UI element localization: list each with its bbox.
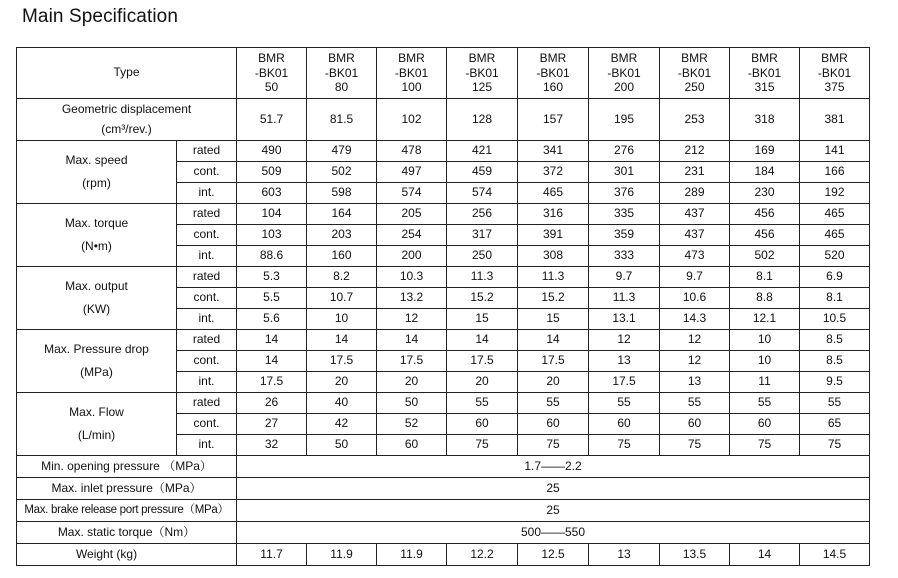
value-cell: 17.5	[589, 372, 660, 393]
value-cell: 20	[307, 372, 377, 393]
value-cell: 11.3	[518, 267, 589, 288]
value-cell: 11.3	[447, 267, 518, 288]
value-cell: 14	[377, 330, 447, 351]
value-cell: 20	[377, 372, 447, 393]
value-cell: 13.1	[589, 309, 660, 330]
sub-label: int.	[177, 435, 237, 456]
label-line: (N•m)	[81, 239, 112, 253]
value-cell: 157	[518, 99, 589, 141]
sub-label: cont.	[177, 288, 237, 309]
sub-label: rated	[177, 141, 237, 162]
geometric-displacement-label	[17, 99, 237, 141]
label-line: Max. Pressure drop	[44, 342, 149, 357]
label-line: Geometric displacement	[61, 102, 192, 117]
value-cell: 5.3	[237, 267, 307, 288]
value-cell: 9.7	[660, 267, 730, 288]
value-cell: 75	[800, 435, 870, 456]
label-line: Max. Flow	[69, 405, 124, 420]
value-cell: 598	[307, 183, 377, 204]
value-cell: 459	[447, 162, 518, 183]
type-label: Type	[17, 48, 237, 99]
spec-row	[17, 330, 870, 351]
page-title: Main Specification	[22, 6, 178, 27]
sub-label: rated	[177, 267, 237, 288]
group-label	[17, 267, 177, 330]
value-cell: 60	[518, 414, 589, 435]
value-cell: 11	[730, 372, 800, 393]
value-cell: 10.6	[660, 288, 730, 309]
value-cell: 60	[660, 414, 730, 435]
model-name-line: 160	[543, 80, 564, 95]
value-cell: 55	[518, 393, 589, 414]
value-cell: 8.1	[800, 288, 870, 309]
value-cell: 192	[800, 183, 870, 204]
value-cell: 17.5	[518, 351, 589, 372]
sub-label: cont.	[177, 225, 237, 246]
value-cell: 391	[518, 225, 589, 246]
value-cell: 55	[660, 393, 730, 414]
value-cell: 75	[518, 435, 589, 456]
value-cell: 465	[800, 225, 870, 246]
value-cell: 13	[660, 372, 730, 393]
label-line: Max. speed	[65, 153, 128, 168]
value-cell: 12	[589, 330, 660, 351]
spec-row	[17, 141, 870, 162]
value-cell: 51.7	[237, 99, 307, 141]
value-cell: 11.3	[589, 288, 660, 309]
value-cell: 60	[377, 435, 447, 456]
value-cell: 212	[660, 141, 730, 162]
value-cell: 15	[518, 309, 589, 330]
value-cell: 141	[800, 141, 870, 162]
model-name-line: 315	[754, 80, 775, 95]
model-name-line: 375	[824, 80, 845, 95]
value-cell: 456	[730, 225, 800, 246]
value-cell: 497	[377, 162, 447, 183]
model-name-line: 80	[334, 80, 349, 95]
value-cell: 12.5	[518, 544, 589, 566]
value-cell: 200	[377, 246, 447, 267]
value-cell: 128	[447, 99, 518, 141]
model-name-line: -BK01	[747, 65, 782, 80]
value-cell: 11.9	[307, 544, 377, 566]
value-cell: 75	[589, 435, 660, 456]
value-cell: 301	[589, 162, 660, 183]
model-name-line: BMR	[468, 51, 496, 66]
value-cell: 5.6	[237, 309, 307, 330]
value-cell: 256	[447, 204, 518, 225]
value-cell: 40	[307, 393, 377, 414]
value-cell: 376	[589, 183, 660, 204]
group-label	[17, 393, 177, 456]
row-value: 1.7——2.2	[237, 456, 870, 478]
model-cell	[518, 48, 589, 99]
value-cell: 308	[518, 246, 589, 267]
value-cell: 509	[237, 162, 307, 183]
model-cell	[589, 48, 660, 99]
value-cell: 12	[660, 351, 730, 372]
value-cell: 478	[377, 141, 447, 162]
value-cell: 20	[518, 372, 589, 393]
value-cell: 230	[730, 183, 800, 204]
value-cell: 17.5	[237, 372, 307, 393]
model-name-line: 125	[472, 80, 493, 95]
label-line: (L/min)	[77, 428, 116, 442]
model-name-line: -BK01	[817, 65, 852, 80]
weight-row	[17, 544, 870, 566]
value-cell: 465	[518, 183, 589, 204]
value-cell: 32	[237, 435, 307, 456]
model-name-line: BMR	[610, 51, 638, 66]
single-value-row	[17, 500, 870, 522]
value-cell: 13	[589, 351, 660, 372]
group-label	[17, 204, 177, 267]
sub-label: int.	[177, 309, 237, 330]
value-cell: 15.2	[447, 288, 518, 309]
value-cell: 166	[800, 162, 870, 183]
value-cell: 8.8	[730, 288, 800, 309]
value-cell: 15	[447, 309, 518, 330]
value-cell: 14	[730, 544, 800, 566]
model-name-line: -BK01	[324, 65, 359, 80]
model-name-line: BMR	[821, 51, 848, 66]
value-cell: 60	[730, 414, 800, 435]
value-cell: 26	[237, 393, 307, 414]
row-label: Min. opening pressure （MPa）	[17, 456, 237, 478]
spec-row	[17, 393, 870, 414]
sub-label: cont.	[177, 351, 237, 372]
value-cell: 9.5	[800, 372, 870, 393]
value-cell: 15.2	[518, 288, 589, 309]
value-cell: 10.5	[800, 309, 870, 330]
value-cell: 254	[377, 225, 447, 246]
specification-table	[16, 47, 870, 566]
value-cell: 437	[660, 204, 730, 225]
model-cell	[377, 48, 447, 99]
label-line: Max. output	[65, 279, 128, 294]
value-cell: 27	[237, 414, 307, 435]
value-cell: 479	[307, 141, 377, 162]
value-cell: 65	[800, 414, 870, 435]
value-cell: 42	[307, 414, 377, 435]
model-name-line: BMR	[539, 51, 567, 66]
value-cell: 574	[447, 183, 518, 204]
value-cell: 103	[237, 225, 307, 246]
model-name-line: -BK01	[394, 65, 429, 80]
value-cell: 17.5	[377, 351, 447, 372]
value-cell: 5.5	[237, 288, 307, 309]
value-cell: 14	[518, 330, 589, 351]
value-cell: 184	[730, 162, 800, 183]
value-cell: 10	[307, 309, 377, 330]
value-cell: 341	[518, 141, 589, 162]
value-cell: 14.3	[660, 309, 730, 330]
label-line: (KW)	[82, 302, 111, 316]
value-cell: 160	[307, 246, 377, 267]
value-cell: 14	[237, 351, 307, 372]
value-cell: 14	[307, 330, 377, 351]
value-cell: 490	[237, 141, 307, 162]
sub-label: int.	[177, 246, 237, 267]
value-cell: 14	[237, 330, 307, 351]
value-cell: 372	[518, 162, 589, 183]
value-cell: 55	[589, 393, 660, 414]
model-name-line: 200	[614, 80, 635, 95]
value-cell: 502	[730, 246, 800, 267]
single-value-row	[17, 522, 870, 544]
value-cell: 55	[730, 393, 800, 414]
row-label: Max. inlet pressure（MPa）	[17, 478, 237, 500]
value-cell: 13	[589, 544, 660, 566]
value-cell: 12.1	[730, 309, 800, 330]
value-cell: 253	[660, 99, 730, 141]
value-cell: 502	[307, 162, 377, 183]
sub-label: int.	[177, 183, 237, 204]
value-cell: 333	[589, 246, 660, 267]
spec-row	[17, 267, 870, 288]
geometric-displacement-row	[17, 99, 870, 141]
value-cell: 381	[800, 99, 870, 141]
value-cell: 11.7	[237, 544, 307, 566]
value-cell: 195	[589, 99, 660, 141]
value-cell: 289	[660, 183, 730, 204]
value-cell: 574	[377, 183, 447, 204]
model-cell	[800, 48, 870, 99]
value-cell: 88.6	[237, 246, 307, 267]
group-label	[17, 330, 177, 393]
group-label	[17, 141, 177, 204]
model-name-line: -BK01	[254, 65, 289, 80]
value-cell: 75	[660, 435, 730, 456]
model-cell	[447, 48, 518, 99]
value-cell: 318	[730, 99, 800, 141]
model-name-line: 50	[264, 80, 279, 95]
label-line: Max. torque	[64, 216, 129, 231]
value-cell: 75	[730, 435, 800, 456]
sub-label: cont.	[177, 162, 237, 183]
value-cell: 17.5	[447, 351, 518, 372]
value-cell: 11.9	[377, 544, 447, 566]
value-cell: 437	[660, 225, 730, 246]
model-name-line: BMR	[681, 51, 708, 66]
value-cell: 14	[447, 330, 518, 351]
model-cell	[307, 48, 377, 99]
sub-label: rated	[177, 393, 237, 414]
value-cell: 75	[447, 435, 518, 456]
model-name-line: BMR	[751, 51, 778, 66]
model-cell	[237, 48, 307, 99]
value-cell: 359	[589, 225, 660, 246]
row-label: Max. static torque（Nm）	[17, 522, 237, 544]
sub-label: cont.	[177, 414, 237, 435]
value-cell: 276	[589, 141, 660, 162]
value-cell: 17.5	[307, 351, 377, 372]
value-cell: 205	[377, 204, 447, 225]
single-value-row	[17, 456, 870, 478]
label-line: (cm³/rev.)	[101, 121, 152, 136]
value-cell: 8.1	[730, 267, 800, 288]
model-name-line: BMR	[258, 51, 285, 66]
value-cell: 169	[730, 141, 800, 162]
single-value-row	[17, 478, 870, 500]
row-label: Max. brake release port pressure（MPa）	[17, 500, 237, 522]
value-cell: 8.5	[800, 330, 870, 351]
value-cell: 12	[660, 330, 730, 351]
value-cell: 13.2	[377, 288, 447, 309]
row-value: 500——550	[237, 522, 870, 544]
model-name-line: BMR	[398, 51, 425, 66]
type-header-row	[17, 48, 870, 99]
model-name-line: 100	[401, 80, 422, 95]
spec-row	[17, 204, 870, 225]
value-cell: 50	[307, 435, 377, 456]
value-cell: 10.3	[377, 267, 447, 288]
value-cell: 603	[237, 183, 307, 204]
value-cell: 8.2	[307, 267, 377, 288]
value-cell: 316	[518, 204, 589, 225]
model-name-line: 250	[684, 80, 705, 95]
value-cell: 9.7	[589, 267, 660, 288]
value-cell: 104	[237, 204, 307, 225]
weight-label: Weight (kg)	[17, 544, 237, 566]
value-cell: 13.5	[660, 544, 730, 566]
label-line: (MPa)	[80, 365, 113, 379]
value-cell: 52	[377, 414, 447, 435]
value-cell: 164	[307, 204, 377, 225]
sub-label: int.	[177, 372, 237, 393]
row-value: 25	[237, 500, 870, 522]
value-cell: 335	[589, 204, 660, 225]
sub-label: rated	[177, 330, 237, 351]
value-cell: 50	[377, 393, 447, 414]
label-line: (rpm)	[82, 176, 111, 190]
value-cell: 60	[447, 414, 518, 435]
model-name-line: BMR	[328, 51, 355, 66]
value-cell: 465	[800, 204, 870, 225]
value-cell: 10.7	[307, 288, 377, 309]
value-cell: 102	[377, 99, 447, 141]
model-cell	[730, 48, 800, 99]
value-cell: 520	[800, 246, 870, 267]
model-cell	[660, 48, 730, 99]
model-name-line: -BK01	[677, 65, 712, 80]
value-cell: 6.9	[800, 267, 870, 288]
value-cell: 20	[447, 372, 518, 393]
value-cell: 14.5	[800, 544, 870, 566]
value-cell: 473	[660, 246, 730, 267]
value-cell: 12.2	[447, 544, 518, 566]
value-cell: 231	[660, 162, 730, 183]
value-cell: 10	[730, 351, 800, 372]
value-cell: 456	[730, 204, 800, 225]
model-name-line: -BK01	[536, 65, 570, 80]
value-cell: 317	[447, 225, 518, 246]
value-cell: 55	[447, 393, 518, 414]
model-name-line: -BK01	[465, 65, 499, 80]
value-cell: 250	[447, 246, 518, 267]
row-value: 25	[237, 478, 870, 500]
value-cell: 12	[377, 309, 447, 330]
sub-label: rated	[177, 204, 237, 225]
value-cell: 55	[800, 393, 870, 414]
value-cell: 60	[589, 414, 660, 435]
value-cell: 10	[730, 330, 800, 351]
value-cell: 203	[307, 225, 377, 246]
value-cell: 8.5	[800, 351, 870, 372]
model-name-line: -BK01	[607, 65, 641, 80]
value-cell: 81.5	[307, 99, 377, 141]
value-cell: 421	[447, 141, 518, 162]
